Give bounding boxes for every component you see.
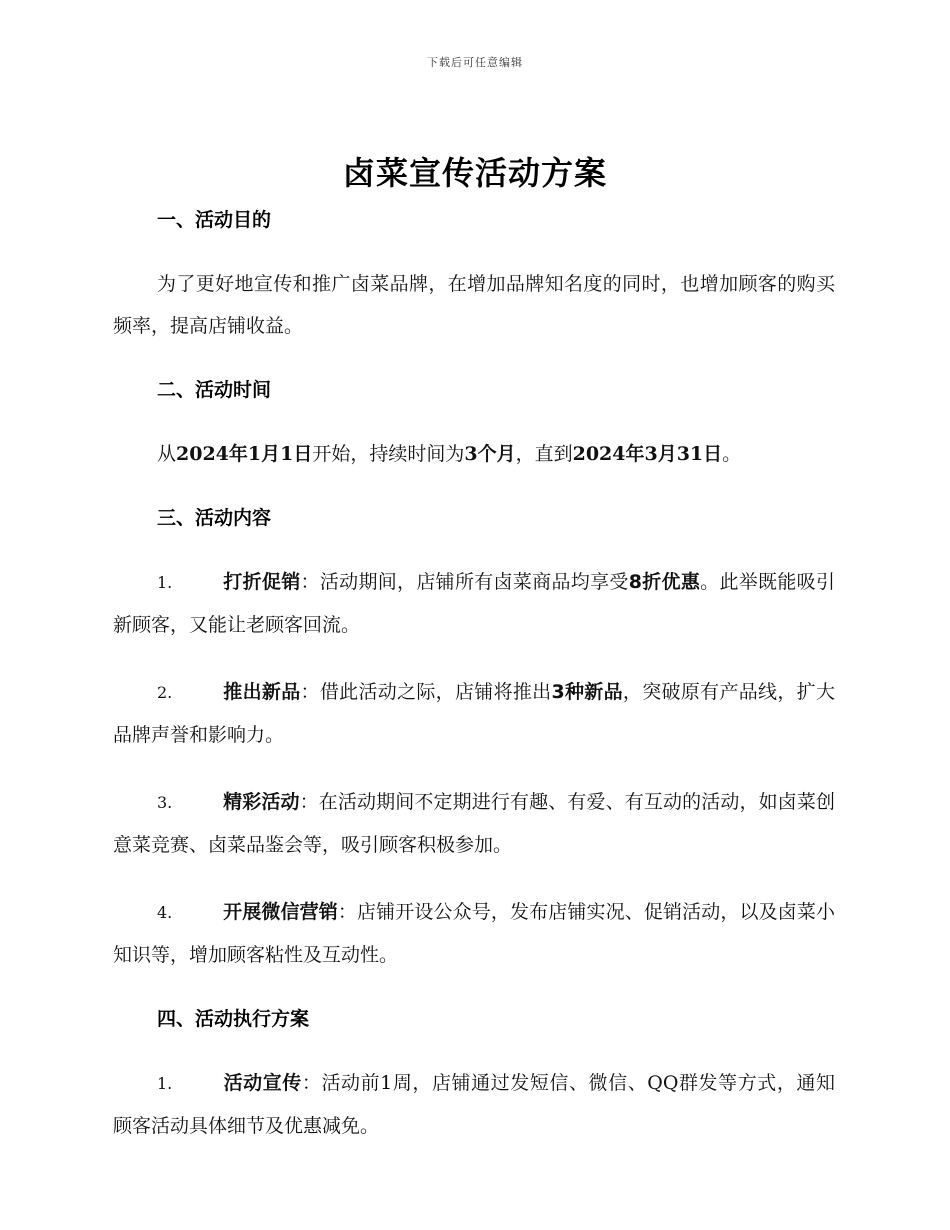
time-text-b: 开始，持续时间为 (312, 443, 465, 465)
item-text: ：借此活动之际，店铺将推出 (300, 681, 552, 703)
item-highlight: 3种新品 (551, 681, 623, 703)
content-item-events (113, 781, 835, 866)
item-text: ：在活动期间不定期进行有趣、有爱、有互动的活动，如卤菜创意菜竞赛、卤菜品鉴会等，吸引顾客积极参加。 (113, 791, 835, 856)
time-start-date: 2024年1月1日 (176, 443, 313, 465)
time-duration: 3个月 (464, 443, 516, 465)
item-text: ：活动期间，店铺所有卤菜商品均享受 (300, 571, 629, 593)
item-text: ：店铺开设公众号，发布店铺实况、促销活动，以及卤菜小知识等，增加顾客粘性及互动性。 (113, 901, 835, 966)
time-text-c: ，直到 (515, 443, 573, 465)
time-text-a: 从 (157, 443, 177, 465)
content-item-new-products (113, 671, 835, 756)
item-highlight: 8折优惠 (628, 571, 701, 593)
document-title: 卤菜宣传活动方案 (342, 154, 607, 192)
item-text: ，突破原有产品线，扩大品牌声誉和影响力。 (113, 681, 835, 746)
time-text-d: 。 (722, 443, 742, 465)
time-paragraph (113, 433, 835, 475)
item-label: 开展微信营销 (223, 901, 338, 923)
item-number: 3. (157, 793, 173, 812)
item-label: 精彩活动 (223, 791, 300, 813)
item-text: 。此举既能吸引新顾客，又能让老顾客回流。 (113, 571, 835, 636)
section-heading-time: 二、活动时间 (157, 379, 272, 401)
item-number: 1. (157, 1074, 173, 1093)
item-number: 2. (157, 683, 173, 702)
item-label: 打折促销 (223, 571, 301, 593)
section-heading-purpose: 一、活动目的 (157, 209, 272, 231)
item-label: 活动宣传 (223, 1072, 302, 1094)
content-item-wechat (113, 891, 835, 976)
purpose-paragraph: 为了更好地宣传和推广卤菜品牌，在增加品牌知名度的同时，也增加顾客的购买频率，提高店铺收益。 (113, 273, 835, 337)
header-note: 下载后可任意编辑 (427, 56, 523, 69)
execution-item-promotion (113, 1062, 835, 1147)
item-number: 1. (157, 573, 173, 592)
section-heading-content: 三、活动内容 (157, 507, 272, 529)
time-end-date: 2024年3月31日 (572, 443, 723, 465)
item-text: ：活动前1周，店铺通过发短信、微信、QQ群发等方式，通知顾客活动具体细节及优惠减免。 (113, 1072, 835, 1137)
content-item-discount (113, 561, 835, 646)
item-label: 推出新品 (223, 681, 301, 703)
document-body (113, 202, 835, 1172)
section-heading-execution: 四、活动执行方案 (157, 1008, 310, 1030)
item-number: 4. (157, 903, 173, 922)
